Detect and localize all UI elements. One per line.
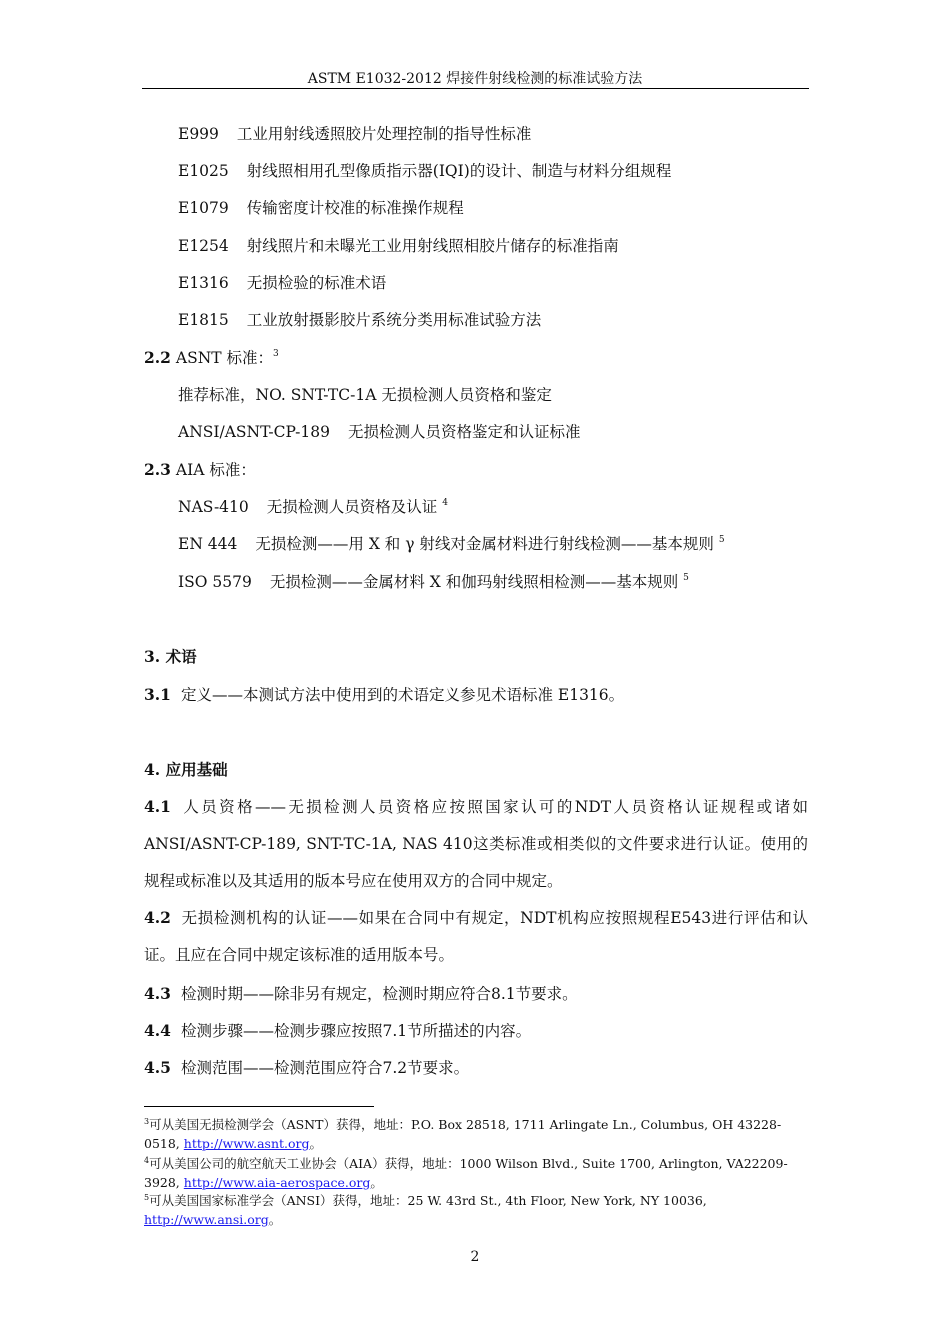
ref-code: E1079: [178, 199, 229, 217]
footnote-tail: 。: [268, 1211, 282, 1227]
ref-text: 工业放射摄影胶片系统分类用标准试验方法: [246, 311, 542, 329]
clause-4-3: [144, 984, 578, 1004]
clause-number: 4.5: [144, 1058, 171, 1077]
clause-text: 检测时期——除非另有规定，检测时期应符合8.1节要求。: [180, 985, 578, 1003]
ref-text: 无损检测——用 X 和 γ 射线对金属材料进行射线检测——基本规则: [255, 535, 714, 553]
ref-e1079: [178, 198, 464, 218]
clause-4-5: [144, 1058, 469, 1078]
ref-text: 射线照相用孔型像质指示器(IQI)的设计、制造与材料分组规程: [246, 162, 672, 180]
ref-en-444: [178, 534, 725, 554]
clause-number: 4.1: [144, 797, 171, 816]
clause-4-2: [144, 899, 808, 974]
ref-text: 无损检验的标准术语: [246, 274, 387, 292]
ref-text: 无损检测人员资格及认证: [266, 498, 438, 516]
clause-4-4: [144, 1021, 531, 1041]
ref-code: ANSI/ASNT-CP-189: [178, 423, 330, 441]
ref-code: E999: [178, 125, 219, 143]
footnote-4: [144, 1155, 809, 1192]
footnote-link-aia[interactable]: http://www.aia-aerospace.org: [183, 1174, 371, 1190]
footnote-5: [144, 1192, 809, 1229]
footnote-text: 可从美国公司的航空航天工业协会（AIA）获得，地址：1000 Wilson Blvd., Suite 1700, Arlington, VA22209-3928,: [144, 1156, 788, 1190]
footnote-rule: [144, 1106, 374, 1107]
clause-text: 人员资格——无损检测人员资格应按照国家认可的NDT人员资格认证规程或诸如ANSI/ASNT-CP-189, SNT-TC-1A, NAS 410这类标准或相类似的文件要求进行认证。使用的规程或标准以及其适用的版本号应在使用双方的合同中规定。: [144, 798, 808, 890]
ref-text: 工业用射线透照胶片处理控制的指导性标准: [236, 125, 532, 143]
section-number: 2.2: [144, 348, 171, 367]
ref-code: 推荐标准，NO. SNT-TC-1A: [178, 386, 377, 404]
ref-e1025: [178, 161, 671, 181]
page-number: 2: [470, 1249, 480, 1265]
running-header: ASTM E1032-2012 焊接件射线检测的标准试验方法: [307, 71, 643, 87]
footnote-link-asnt[interactable]: http://www.asnt.org: [183, 1135, 310, 1151]
clause-text: 定义——本测试方法中使用到的术语定义参见术语标准 E1316。: [180, 686, 625, 704]
ref-code: NAS-410: [178, 498, 249, 516]
clause-number: 4.2: [144, 908, 171, 927]
clause-text: 检测步骤——检测步骤应按照7.1节所描述的内容。: [180, 1022, 532, 1040]
section-3-heading: 3. 术语: [144, 647, 197, 666]
ref-text: 无损检测人员资格鉴定和认证标准: [347, 423, 581, 441]
ref-code: ISO 5579: [178, 573, 252, 591]
footnote-text: 可从美国国家标准学会（ANSI）获得，地址：25 W. 43rd St., 4th Floor, New York, NY 10036,: [149, 1193, 707, 1208]
clause-number: 3.1: [144, 685, 171, 704]
footnote-number: 5: [144, 1193, 150, 1202]
footnote-3: [144, 1116, 809, 1153]
footnote-text: 可从美国无损检测学会（ASNT）获得，地址：P.O. Box 28518, 1711 Arlingate Ln., Columbus, OH 43228-0518,: [144, 1117, 782, 1151]
footnote-number: 4: [144, 1156, 150, 1165]
section-number: 2.3: [144, 460, 171, 479]
section-title: AIA 标准：: [175, 461, 256, 479]
ref-code: E1815: [178, 311, 229, 329]
ref-e1254: [178, 236, 619, 256]
footnote-tail: 。: [370, 1174, 383, 1190]
ref-text: 无损检测——金属材料 X 和伽玛射线照相检测——基本规则: [269, 573, 679, 591]
footnote-ref: 5: [718, 535, 725, 545]
footnote-number: 3: [144, 1117, 150, 1126]
ref-iso-5579: [178, 572, 689, 592]
footnote-tail: 。: [309, 1135, 323, 1151]
clause-text: 检测范围——检测范围应符合7.2节要求。: [180, 1059, 470, 1077]
ref-asnt-cp-189: [178, 422, 580, 442]
clause-number: 4.3: [144, 984, 171, 1003]
footnote-ref: 4: [442, 498, 448, 508]
section-title: ASNT 标准：: [175, 349, 274, 367]
section-2-2-heading: [144, 348, 279, 368]
clause-number: 4.4: [144, 1021, 171, 1040]
footnote-ref: 3: [273, 349, 279, 359]
ref-code: EN 444: [178, 535, 238, 553]
ref-text: 射线照片和未曝光工业用射线照相胶片储存的标准指南: [246, 237, 619, 255]
ref-text: 无损检测人员资格和鉴定: [381, 386, 552, 404]
ref-text: 传输密度计校准的标准操作规程: [246, 199, 464, 217]
section-2-3-heading: [144, 460, 256, 480]
header-rule: [142, 88, 809, 89]
ref-code: E1254: [178, 237, 229, 255]
clause-4-1: [144, 788, 808, 900]
footnote-link-ansi[interactable]: http://www.ansi.org: [144, 1211, 269, 1227]
ref-nas-410: [178, 497, 448, 517]
ref-code: E1025: [178, 162, 229, 180]
clause-3-1: [144, 685, 624, 705]
ref-code: E1316: [178, 274, 229, 292]
section-4-heading: 4. 应用基础: [144, 760, 228, 779]
ref-snt-tc-1a: [178, 385, 552, 405]
ref-e1815: [178, 310, 541, 330]
footnote-ref: 5: [683, 573, 689, 583]
clause-text: 无损检测机构的认证——如果在合同中有规定，NDT机构应按照规程E543进行评估和认证。且应在合同中规定该标准的适用版本号。: [144, 909, 808, 964]
ref-e1316: [178, 273, 386, 293]
ref-e999: [178, 124, 531, 144]
